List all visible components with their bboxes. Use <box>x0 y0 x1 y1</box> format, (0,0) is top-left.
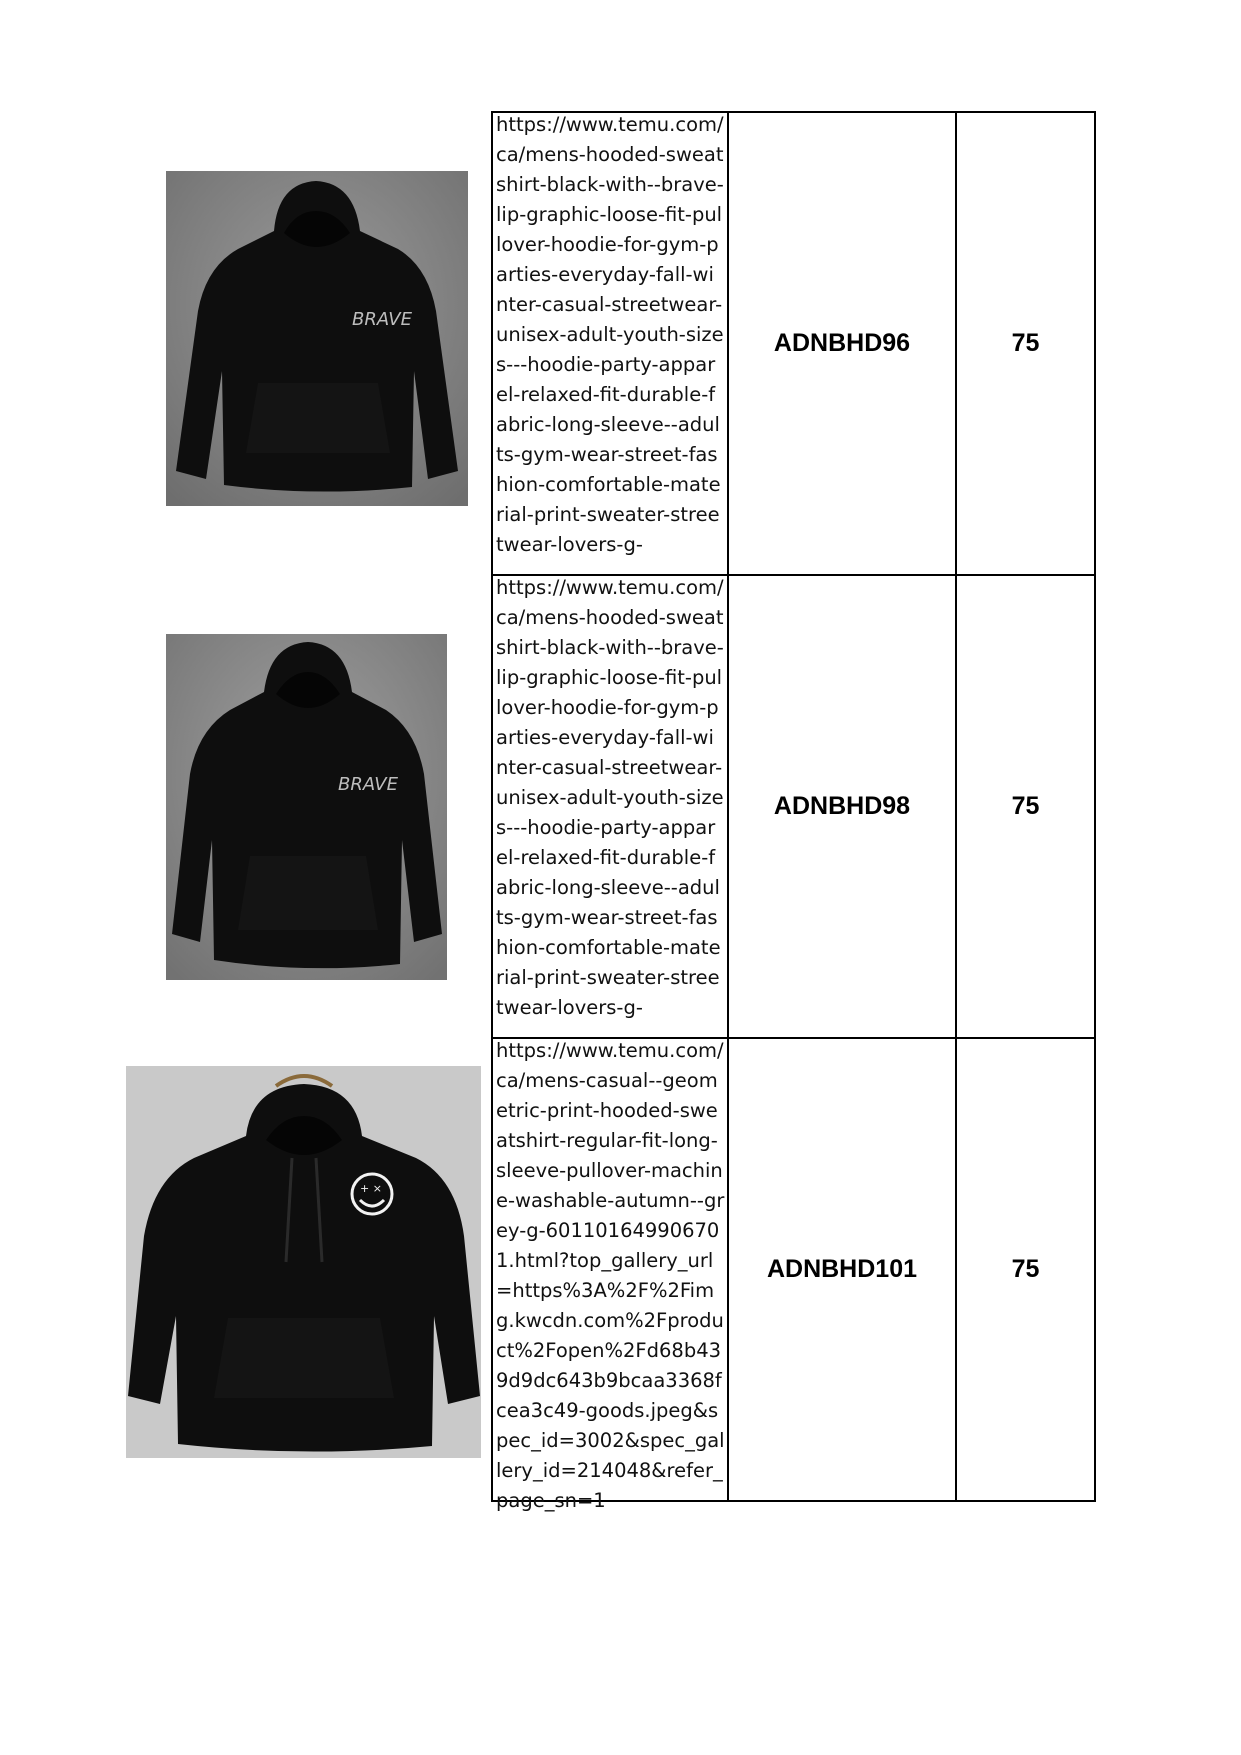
table-row <box>492 112 1095 575</box>
product-photo-2 <box>166 634 447 980</box>
product-url-link[interactable]: https://www.temu.com/ca/mens-casual--geometric-print-hooded-sweatshirt-regular-fit-long-sleeve-pullover-machine-washable-autumn--grey-g-601101649906701.html?top_gallery_url=https%3A%2F%2Fimg.kwcdn.com%2Fproduct%2Fopen%2Fd68b439d9dc643b9bcaa3368fcea3c49-goods.jpeg&spec_id=3002&spec_gallery_id=214048&refer_page_sn=1 <box>496 1039 725 1512</box>
product-photo-1 <box>166 171 468 506</box>
url-cell <box>492 1038 728 1512</box>
table-row <box>492 1038 1095 1501</box>
product-photo-3 <box>126 1066 481 1458</box>
product-code: ADNBHD98 <box>728 575 956 1038</box>
product-url-link[interactable]: https://www.temu.com/ca/mens-hooded-sweatshirt-black-with--brave-lip-graphic-loose-fit-pullover-hoodie-for-gym-parties-everyday-fall-winter-casual-streetwear-unisex-adult-youth-sizes---hoodie-party-apparel-relaxed-fit-durable-fabric-long-sleeve--adults-gym-wear-street-fashion-comfortable-material-print-sweater-streetwear-lovers-g- <box>496 113 724 556</box>
table-row <box>492 575 1095 1038</box>
url-cell <box>492 112 728 575</box>
hoodie-image <box>166 634 447 980</box>
product-quantity: 75 <box>956 112 1095 575</box>
hoodie-image <box>166 171 468 506</box>
product-quantity: 75 <box>956 575 1095 1038</box>
brave-logo-text: BRAVE <box>352 309 412 330</box>
svg-text:+ ×: + × <box>360 1182 382 1195</box>
brave-logo-text: BRAVE <box>338 774 398 795</box>
product-quantity: 75 <box>956 1038 1095 1501</box>
product-code: ADNBHD101 <box>728 1038 956 1501</box>
product-url-link[interactable]: https://www.temu.com/ca/mens-hooded-sweatshirt-black-with--brave-lip-graphic-loose-fit-pullover-hoodie-for-gym-parties-everyday-fall-winter-casual-streetwear-unisex-adult-youth-sizes---hoodie-party-apparel-relaxed-fit-durable-fabric-long-sleeve--adults-gym-wear-street-fashion-comfortable-material-print-sweater-streetwear-lovers-g- <box>496 576 724 1019</box>
hoodie-image <box>126 1066 481 1458</box>
url-cell <box>492 575 728 1038</box>
product-table <box>491 111 1096 1512</box>
product-code: ADNBHD96 <box>728 112 956 575</box>
